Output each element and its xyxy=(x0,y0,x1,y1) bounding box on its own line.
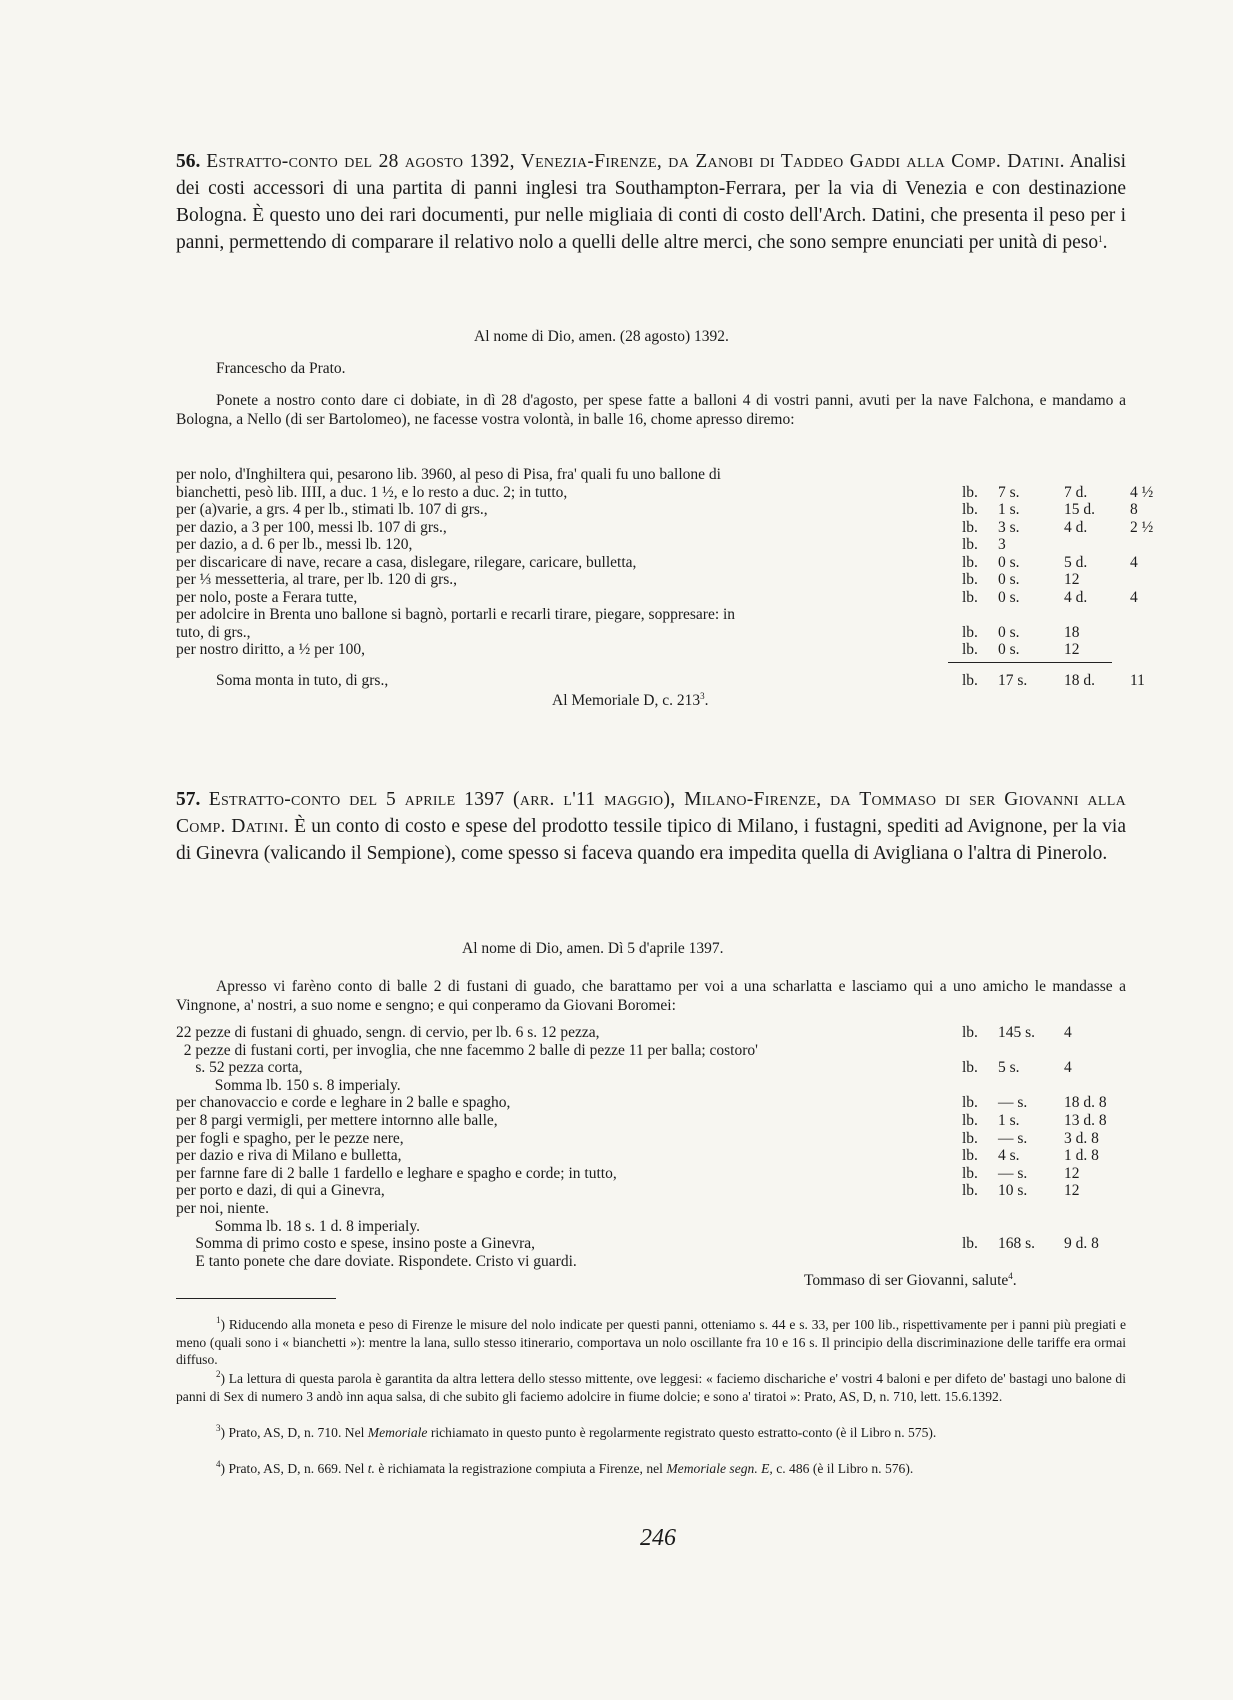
footnote-4-text-c: c. 486 (è il Libro n. 576). xyxy=(772,1461,914,1476)
doc57-ledger-amount-lb: lb. xyxy=(962,1094,978,1112)
doc56-ledger-row xyxy=(176,571,1126,589)
doc57-ledger-amount-lb: lb. xyxy=(962,1129,978,1147)
doc56-ledger-amount-d: 4 d. xyxy=(1064,588,1088,606)
doc57-ledger-amount-d: 4 xyxy=(1064,1059,1072,1077)
doc57-ledger-description: 22 pezze di fustani di ghuado, sengn. di cervio, per lb. 6 s. 12 pezza, xyxy=(176,1024,600,1041)
doc56-ledger-description: per nolo, d'Inghiltera qui, pesarono lib. 3960, al peso di Pisa, fra' quali fu uno ballone di xyxy=(176,466,721,483)
doc56-ledger-amount-lb: lb. xyxy=(962,483,978,501)
doc56-ledger-amount-d: 18 xyxy=(1064,623,1080,641)
doc56-ledger-amount-s: 1 s. xyxy=(998,501,1020,518)
doc57-ledger-amount-lb: lb. xyxy=(962,1182,978,1200)
doc56-ledger-amount-lb: lb. xyxy=(962,571,978,588)
doc57-ledger-amount-s: — s. xyxy=(998,1129,1028,1147)
doc56-ledger-description: per dazio, a 3 per 100, messi lb. 107 di grs., xyxy=(176,518,447,536)
footnote-1-text: Riducendo alla moneta e peso di Firenze le misure del nolo indicate per questi panni, otteniamo s. 44 e s. 33, per 100 lib., rispettivamente per i panni più pregiati e meno (quali sono i « bianchetti »): mentre la lana, sullo stesso itinerario, comportava un nolo oscillante fra 10 e 16 s. Il principio della discriminazione delle tariffe era ormai diffuso. xyxy=(176,1317,1126,1368)
doc57-invocation: Al nome di Dio, amen. Dì 5 d'aprile 1397. xyxy=(462,940,724,957)
doc56-ledger-amount-lb: lb. xyxy=(962,518,978,536)
doc57-ledger-description: E tanto ponete che dare doviate. Rispondete. Cristo vi guardi. xyxy=(176,1252,577,1270)
doc57-signature-note: 4 xyxy=(1008,1271,1013,1281)
doc57-ledger-row xyxy=(176,1165,1126,1183)
doc56-title: Estratto-conto del 28 agosto 1392, Venezia-Firenze, da Zanobi di Taddeo Gaddi alla Comp. Datini. xyxy=(206,151,1065,172)
doc57-ledger-description: per dazio e riva di Milano e bulletta, xyxy=(176,1147,402,1165)
doc56-ledger-amount-s: 0 s. xyxy=(998,588,1020,606)
doc56-ledger-amount-d: 12 xyxy=(1064,641,1080,658)
doc56-ledger-amount-x: 4 xyxy=(1130,588,1138,606)
doc56-total-rule xyxy=(948,662,1112,663)
doc56-total-d: 18 d. xyxy=(1064,672,1095,689)
footnote-2: $^2$) La lettura di questa parola è garantita da altra lettera dello stesso mittente, ove leggesi: « faciemo dischariche e' vostri 4 baloni e per difeto de' bastagi uno balone di panni di Sex di numero 3 andò inn aqua salsa, di che subito gli faciemo adolcire in fiume dolcie; e sono a' tiratoi »: Prato, AS, D, n. 710, lett. 15.6.1392. xyxy=(176,1369,1126,1404)
doc56-ledger-amount-lb: lb. xyxy=(962,501,978,518)
doc56-heading: 56. Estratto-conto del 28 agosto 1392, Venezia-Firenze, da Zanobi di Taddeo Gaddi alla Comp. Datini. Analisi dei costi accessori di una partita di panni inglesi tra Southampton-Ferrara, per la via di Venezia e con destinazione Bologna. È questo uno dei rari documenti, pur nelle migliaia di conti di costo dell'Arch. Datini, che presenta il peso per i panni, permettendo di comparare il relativo nolo a quelli delle altre merci, che sono sempre enunciati per unità di peso$^1$. xyxy=(176,151,1126,253)
footnote-3-text-a: Prato, AS, D, n. 710. Nel xyxy=(228,1425,368,1440)
doc57-signature: Tommaso di ser Giovanni, salute$^4$. xyxy=(804,1271,1017,1289)
doc57-ledger-row xyxy=(176,1200,1126,1218)
doc56-ledger-row xyxy=(176,466,1126,484)
doc57-ledger-amount-s: 10 s. xyxy=(998,1182,1028,1200)
footnote-2-number: 2 xyxy=(216,1369,221,1379)
doc56-ledger-row xyxy=(176,483,1154,502)
doc57-ledger-description: Somma lb. 150 s. 8 imperialy. xyxy=(176,1076,401,1094)
doc56-ledger-amount-x: 4 xyxy=(1130,553,1138,571)
doc56-ledger-row xyxy=(176,641,1126,659)
doc57-ledger-description: per farnne fare di 2 balle 1 fardello e leghare e spagho e corde; in tutto, xyxy=(176,1164,617,1182)
doc57-ledger-amount-s: 5 s. xyxy=(998,1059,1020,1077)
doc56-total-label: Soma monta in tuto, di grs., xyxy=(216,672,389,689)
doc57-ledger-amount-s: 145 s. xyxy=(998,1024,1036,1041)
doc57-opening: Apresso vi farèno conto di balle 2 di fustani di guado, che barattamo per voi a una scharlatta e lasciamo qui a uno amicho le mandasse a Vingnone, a' nostri, a suo nome e sengno; e qui conperamo da Giovani Boromei: xyxy=(176,978,1126,1014)
doc57-ledger-amount-lb: lb. xyxy=(962,1059,978,1077)
doc57-ledger-description: per noi, niente. xyxy=(176,1200,269,1217)
doc56-ledger-row xyxy=(176,624,1126,642)
doc56-ledger-description: bianchetti, pesò lib. IIII, a duc. 1 ½, e lo resto a duc. 2; in tutto, xyxy=(176,483,568,501)
footnote-4: $^4$) Prato, AS, D, n. 669. Nel t. è richiamata la registrazione compiuta a Firenze, nel Memoriale segn. E, c. 486 (è il Libro n. 576). xyxy=(216,1459,914,1476)
footnote-2-text: La lettura di questa parola è garantita da altra lettera dello stesso mittente, ove leggesi: « faciemo dischariche e' vostri 4 baloni e per difeto de' bastagi uno balone di panni di Sex di numero 3 andò inn aqua salsa, di che subito gli faciemo adolcire in fiume dolcie; e sono a' tiratoi »: Prato, AS, D, n. 710, lett. 15.6.1392. xyxy=(176,1371,1126,1404)
doc57-ledger-amount-d: 4 xyxy=(1064,1024,1072,1041)
doc57-ledger-description: per chanovaccio e corde e leghare in 2 balle e spagho, xyxy=(176,1094,511,1112)
doc56-intro-note: 1 xyxy=(1098,234,1103,244)
doc56-ledger-amount-s: 0 s. xyxy=(998,641,1020,658)
doc56-ledger-description: tuto, di grs., xyxy=(176,623,251,641)
doc57-ledger-row xyxy=(176,1112,1126,1130)
doc57-ledger-row xyxy=(176,1218,1126,1236)
page-number: 246 xyxy=(640,1525,676,1551)
doc56-ledger-row xyxy=(176,606,1126,624)
doc56-ledger-row xyxy=(176,501,1138,519)
doc56-invocation: Al nome di Dio, amen. (28 agosto) 1392. xyxy=(474,328,729,345)
doc56-ledger-row xyxy=(176,553,1138,572)
doc56-addressee: Francescho da Prato. xyxy=(216,360,346,377)
doc56-ledger-row xyxy=(176,518,1154,537)
doc56-ledger-amount-s: 0 s. xyxy=(998,623,1020,641)
doc56-ledger-description: per ⅓ messetteria, al trare, per lb. 120 di grs., xyxy=(176,571,458,588)
doc57-ledger-amount-lb: lb. xyxy=(962,1112,978,1129)
doc57-ledger-description: per 8 pargi vermigli, per mettere intornno alle balle, xyxy=(176,1112,498,1129)
doc57-ledger-amount-lb: lb. xyxy=(962,1024,978,1041)
doc56-ledger-amount-lb: lb. xyxy=(962,536,978,553)
doc56-ledger-description: per adolcire in Brenta uno ballone si bagnò, portarli e recarli tirare, piegare, soppresare: in xyxy=(176,606,736,623)
doc56-ledger-description: per discaricare di nave, recare a casa, dislegare, rilegare, caricare, bulletta, xyxy=(176,553,637,571)
doc56-ledger-amount-d: 7 d. xyxy=(1064,483,1088,501)
footnote-3: $^3$) Prato, AS, D, n. 710. Nel Memoriale richiamato in questo punto è regolarmente registrato questo estratto-conto (è il Libro n. 575). xyxy=(216,1423,937,1440)
doc56-ledger-amount-s: 0 s. xyxy=(998,571,1020,588)
doc56-ledger-description: per nolo, poste a Ferara tutte, xyxy=(176,588,358,606)
footnote-4-number: 4 xyxy=(216,1459,221,1469)
doc57-ledger-row xyxy=(176,1024,1126,1042)
footnote-3-italic: Memoriale xyxy=(367,1425,428,1440)
doc57-intro: È un conto di costo e spese del prodotto tessile tipico di Milano, i fustagni, spediti ad Avignone, per la via di Ginevra (valicando il Sempione), come spesso si faceva quando era impedita quella di Avigliana o l'altra di Pinerolo. xyxy=(176,816,1126,864)
doc56-ledger-description: per dazio, a d. 6 per lb., messi lb. 120, xyxy=(176,536,413,553)
doc57-ledger-amount-d: 9 d. 8 xyxy=(1064,1235,1099,1253)
doc57-ledger-amount-d: 12 xyxy=(1064,1182,1080,1200)
doc57-ledger-amount-s: — s. xyxy=(998,1094,1028,1112)
doc57-ledger-row xyxy=(176,1094,1126,1112)
doc56-ledger-row xyxy=(176,588,1138,607)
doc57-ledger-amount-d: 12 xyxy=(1064,1164,1080,1182)
doc57-ledger-description: Somma lb. 18 s. 1 d. 8 imperialy. xyxy=(176,1217,420,1235)
doc57-ledger-row xyxy=(176,1182,1126,1200)
doc57-ledger-row xyxy=(176,1147,1126,1165)
doc57-heading xyxy=(176,786,1126,867)
footnote-3-text-b: richiamato in questo punto è regolarmente registrato questo estratto-conto (è il Libro n. 575). xyxy=(427,1425,937,1440)
footnote-1: $^1$) Riducendo alla moneta e peso di Firenze le misure del nolo indicate per questi panni, otteniamo s. 44 e s. 33, per 100 lib., rispettivamente per i panni più pregiati e meno (quali sono i « bianchetti »): mentre la lana, sullo stesso itinerario, comportava un nolo oscillante fra 10 e 16 s. Il principio della discriminazione delle tariffe era ormai diffuso. xyxy=(176,1315,1126,1368)
doc57-ledger-amount-lb: lb. xyxy=(962,1235,978,1253)
doc57-ledger-row xyxy=(176,1253,1126,1271)
doc57-ledger-amount-d: 18 d. 8 xyxy=(1064,1094,1107,1112)
doc56-ledger-row xyxy=(176,536,1126,554)
doc57-ledger-description: per porto e dazi, di qui a Ginevra, xyxy=(176,1182,385,1200)
footnote-4-text-b: è richiamata la registrazione compiuta a Firenze, nel xyxy=(374,1461,667,1476)
footnote-4-italic-1: t. xyxy=(367,1461,375,1476)
doc56-ledger-amount-lb: lb. xyxy=(962,623,978,641)
footnote-4-italic-2: Memoriale segn. E, xyxy=(666,1461,773,1476)
doc57-ledger-amount-s: 1 s. xyxy=(998,1112,1020,1129)
doc56-ledger-amount-x: 4 ½ xyxy=(1130,483,1154,501)
footnote-3-number: 3 xyxy=(216,1423,221,1433)
doc56-ledger-amount-x: 2 ½ xyxy=(1130,518,1154,536)
doc56-ledger-description: per (a)varie, a grs. 4 per lb., stimati lb. 107 di grs., xyxy=(176,501,488,518)
doc56-ledger-description: per nostro diritto, a ½ per 100, xyxy=(176,641,365,658)
doc57-number: 57. xyxy=(176,789,201,810)
doc57-ledger-amount-d: 13 d. 8 xyxy=(1064,1112,1107,1129)
doc57-ledger-description: s. 52 pezza corta, xyxy=(176,1059,303,1077)
doc56-memoriale: Al Memoriale D, c. $213^3$. xyxy=(552,691,709,709)
doc57-ledger-amount-d: 1 d. 8 xyxy=(1064,1147,1099,1165)
doc56-ledger-amount-d: 15 d. xyxy=(1064,501,1095,518)
doc56-memoriale-text: Al Memoriale D, c. 213 xyxy=(552,692,701,709)
doc57-ledger-row xyxy=(176,1077,1126,1095)
doc56-ledger-amount-s: 3 xyxy=(998,536,1006,553)
doc56-intro: Analisi dei costi accessori di una partita di panni inglesi tra Southampton-Ferrara, per la via di Venezia e con destinazione Bologna. È questo uno dei rari documenti, pur nelle migliaia di conti di costo dell'Arch. Datini, che presenta il peso per i panni, permettendo di comparare il relativo nolo a quelli delle altre merci, che sono sempre enunciati per unità di peso xyxy=(176,151,1126,253)
doc56-total-row xyxy=(176,672,1145,690)
doc56-ledger-amount-s: 3 s. xyxy=(998,518,1020,536)
footnote-4-text-a: Prato, AS, D, n. 669. Nel xyxy=(228,1461,368,1476)
doc57-ledger-description: per fogli e spagho, per le pezze nere, xyxy=(176,1129,404,1147)
doc56-ledger-amount-d: 4 d. xyxy=(1064,518,1088,536)
doc56-ledger-amount-s: 0 s. xyxy=(998,553,1020,571)
doc56-ledger-amount-lb: lb. xyxy=(962,588,978,606)
doc57-ledger-amount-s: — s. xyxy=(998,1164,1028,1182)
doc57-ledger-amount-s: 168 s. xyxy=(998,1235,1036,1253)
doc57-title: Estratto-conto del 5 aprile 1397 (arr. l'11 maggio), Milano-Firenze, da Tommaso di ser Giovanni alla Comp. Datini. xyxy=(176,789,1127,837)
doc57-ledger-row xyxy=(176,1235,1126,1253)
doc56-ledger-amount-s: 7 s. xyxy=(998,483,1020,501)
doc56-total-s: 17 s. xyxy=(998,672,1028,689)
doc56-ledger-amount-lb: lb. xyxy=(962,641,978,658)
doc56-total-lb: lb. xyxy=(962,672,978,689)
doc56-ledger-amount-d: 5 d. xyxy=(1064,553,1088,571)
doc57-ledger-amount-lb: lb. xyxy=(962,1164,978,1182)
doc56-memoriale-note: 3 xyxy=(700,691,705,701)
doc56-opening: Ponete a nostro conto dare ci dobiate, in dì 28 d'agosto, per spese fatte a balloni 4 di vostri panni, avuti per la nave Falchona, e mandamo a Bologna, a Nello (di ser Bartolomeo), ne facesse vostra volontà, in balle 16, chome apresso diremo: xyxy=(176,392,1126,428)
doc56-number: 56. xyxy=(176,151,201,172)
doc57-ledger-amount-s: 4 s. xyxy=(998,1147,1020,1165)
doc57-ledger-amount-d: 3 d. 8 xyxy=(1064,1129,1099,1147)
doc57-ledger-row xyxy=(176,1042,1126,1060)
doc57-ledger-description: 2 pezze di fustani corti, per invoglia, che nne facemmo 2 balle di pezze 11 per balla; costoro' xyxy=(176,1041,758,1059)
doc57-ledger-row xyxy=(176,1130,1126,1148)
doc57-signature-text: Tommaso di ser Giovanni, salute xyxy=(804,1272,1009,1289)
footnote-separator xyxy=(176,1298,336,1299)
doc56-ledger-amount-lb: lb. xyxy=(962,553,978,571)
footnote-1-number: 1 xyxy=(216,1315,221,1325)
doc56-ledger-amount-x: 8 xyxy=(1130,501,1138,518)
doc57-ledger-amount-lb: lb. xyxy=(962,1147,978,1165)
doc57-ledger-row xyxy=(176,1059,1126,1077)
doc56-ledger-amount-d: 12 xyxy=(1064,571,1080,588)
doc56-total-x: 11 xyxy=(1130,672,1145,689)
doc57-ledger-description: Somma di primo costo e spese, insino poste a Ginevra, xyxy=(176,1235,536,1253)
